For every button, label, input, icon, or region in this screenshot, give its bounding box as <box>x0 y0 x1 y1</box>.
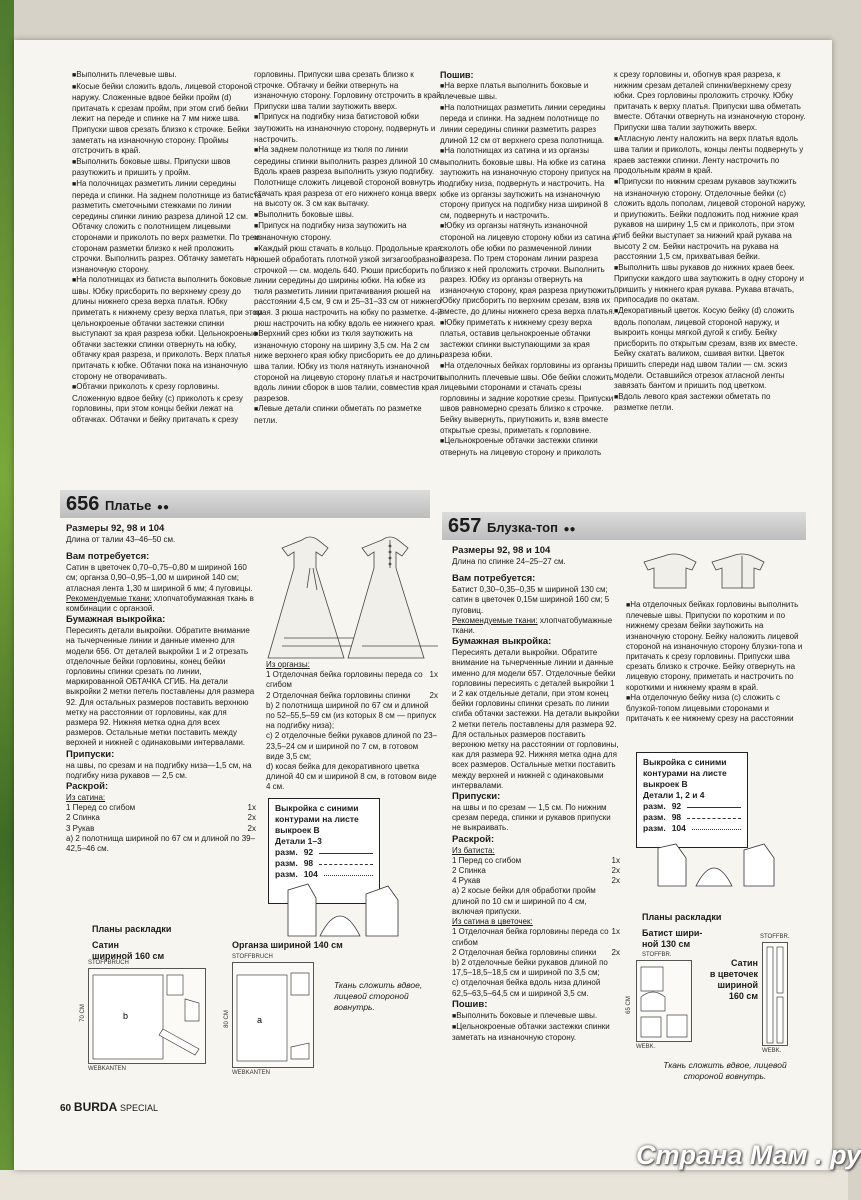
instruction-paragraph: ■ Выполнить плечевые швы. <box>72 70 264 82</box>
model-657-title: 657 Блузка-топ ●● <box>448 514 576 537</box>
svg-text:a: a <box>257 1015 263 1025</box>
satin-657-layout <box>762 942 788 1046</box>
satin-label: Сатин шириной 160 см <box>92 940 165 961</box>
cut-item-qty: 1x <box>247 803 256 813</box>
cut-list-row <box>66 824 256 834</box>
cut-list-row <box>266 691 438 701</box>
instruction-paragraph: ■ На заднем полотнище из тюля по линии середины спинки выполнить разрез длиной 10 см. Вдоль краев разреза выполнить узкую подгибку. Полотнище сложить лицевой стороной вовнутрь и стачать края разреза от его нижнего конца вверх на высоту ок. 3 см как вытачку. <box>254 145 444 210</box>
instruction-paragraph: ■ Каждый рюш стачать в кольцо. Продольные края рюшей обработать плотной узкой зигзагообразной строчкой — см. модель 640. Рюши присборить по линии середины до ширины юбки. На юбке из тюля разметить линии притачивания рюшей на расстоянии 4,5 см, 9 см и 25–31–33 см от нижнего края. 3 рюша настрочить на юбку по разметке. 4-й рюш настрочить на юбку вдоль ее нижнего края. <box>254 244 444 330</box>
batiste-fold-label: STOFFBR. <box>642 952 672 958</box>
instruction-paragraph: ■ Выполнить боковые швы. Припуски швов разутюжить и пришить у пройм. <box>72 157 264 179</box>
cut-list-row <box>66 813 256 823</box>
instructions-column-4 <box>614 70 806 500</box>
instructions-column-1 <box>72 70 264 480</box>
brand-name: BURDA <box>73 1100 118 1114</box>
cut-item-name: 1 Отделочная бейка горловины переда со сгибом <box>266 670 423 690</box>
model-656-pattern-box: Выкройка с синими контурами на листе выкроек В Детали 1–3 разм. 92 разм. 98 разм. 104 <box>268 798 380 904</box>
brand-special: SPECIAL <box>120 1103 159 1113</box>
model-657-instructions <box>626 600 806 750</box>
instruction-paragraph: ■ Атласную ленту наложить на верх платья вдоль шва талии и приколоть, концы ленты подвернуть у краев застежки спинки. Ленту настрочить по продольным краям в край. <box>614 134 806 177</box>
organza-fold-label: STOFFBRUCH <box>232 954 273 960</box>
instruction-paragraph: ■ Припуск на подгибку низа заутюжить на изнаночную сторону. <box>254 221 444 243</box>
instruction-paragraph: ■ Выполнить швы рукавов до нижних краев беек. Припуски каждого шва заутюжить в одну сторону и пришить у нижнего края рукава. Рукава втачать, припосадив по окатам. <box>614 263 806 306</box>
model-656-organza: Из органзы: 1 Отделочная бейка горловины переда со сгибом 1x 2 Отделочная бейка горловины спинки 2x b) 2 полотнища шириной по 67 см и длиной по 52–55,5–59 см (из которых 8 см — припуск на подгибку низа); с) 2 отделочные бейки рукавов длиной по 23–23,5–24 см и шириной по 7 см, в готовом виде 3,5 см; d) косая бейка для декоративного цветка длиной 40 см и шириной 8 см, в готовом виде 4 см. <box>266 660 438 792</box>
satin-657-selvage-label: WEBK. <box>762 1048 782 1054</box>
cut-list-row <box>66 803 256 813</box>
model-657-pattern-pieces <box>652 840 802 890</box>
cut-item-name: 4 Рукав <box>452 876 481 886</box>
blouse-657-sketch <box>650 550 780 596</box>
instruction-paragraph: к срезу горловины и, обогнув края разреза, к нижним срезам деталей спинки/верхнему срезу юбки. Срез горловины проложить строчку. Юбку притачать к верху платья. Припуски шва обметать вместе. Обтачки отвернуть на изнаночную сторону. Припуски шва талии заутюжить вверх. <box>614 70 806 132</box>
instruction-paragraph: ■ Обтачки приколоть к срезу горловины. Сложенную вдвое бейку (с) приколоть к срезу горловины, при этом концы бейки лежат на обтачках. Обтачки и бейку притачать к срезу <box>72 382 264 425</box>
dress-656-sketch <box>262 528 442 656</box>
instruction-paragraph: ■ Верхний срез юбки из тюля заутюжить на изнаночную сторону на ширину 3,5 см. На 2 см ниже верхнего края юбку присборить ее до длины шва талии. Юбку из тюля натянуть изнаночной стороной на лицевую сторону платья и настрочить вдоль линии сборок в шов талии, совместив края разрезов. <box>254 329 444 404</box>
instruction-paragraph: ■ На отделочных бейках горловины выполнить плечевые швы. Припуски по коротким и по нижнему срезам бейки заутюжить на изнаночную сторону. Бейку наложить лицевой стороной на изнаночную сторону блузки-топа и притачать к срезу горловины. Припуски шва срезать близко к строчке. Бейку отвернуть на лицевую сторону, приметать и настрочить по короткими и нижнему краям в край. <box>626 600 806 693</box>
cut-item-qty: 1x <box>611 855 620 865</box>
background-bottom <box>0 1170 848 1200</box>
satin-width-label: 70 CM <box>79 1004 86 1022</box>
cut-item-qty: 2x <box>429 690 438 700</box>
cut-item-name: 2 Спинка <box>66 813 100 823</box>
cut-item-name: 1 Перед со сгибом <box>66 803 136 813</box>
model-657-plans-title: Планы раскладки <box>642 912 722 922</box>
organza-layout <box>232 962 314 1068</box>
model-656-fold-note: Ткань сложить вдвое, лицевой стороной вовнутрь. <box>334 980 423 1012</box>
model-656-header <box>60 490 430 518</box>
cut-list-row <box>452 927 620 947</box>
organza-selvage-label: WEBKANTEN <box>232 1070 271 1076</box>
cut-item-name: 3 Рукав <box>66 823 95 833</box>
instruction-paragraph: ■ Выполнить боковые швы. <box>254 210 444 222</box>
instruction-paragraph: ■ Юбку из органзы натянуть изнаночной стороной на лицевую сторону юбки из сатина и сколоть обе юбки по размеченной линии разреза. По трем сторонам линии разреза близко к ней проложить строчки. Выполнить разрез. Юбку из органзы отвернуть на изнаночную сторону, края разреза приутюжить. Юбку присборить по верхним срезам, взяв их вместе, до длины нижнего среза верха платья. <box>440 221 620 317</box>
cut-item-name: 1 Перед со сгибом <box>452 855 522 865</box>
cut-list-row <box>452 876 620 886</box>
satin-layout <box>88 968 206 1064</box>
instruction-paragraph: ■ Цельнокроеные обтачки застежки спинки отвернуть на лицевую сторону и приколоть <box>440 436 620 458</box>
cut-item-qty: 1x <box>611 927 620 937</box>
cut-list-row <box>452 866 620 876</box>
instruction-paragraph: ■ Юбку приметать к нижнему срезу верха платья, оставив цельнокроеные обтачки застежки спинки выступающими за края разреза юбки. <box>440 318 620 361</box>
cut-list-row <box>452 856 620 866</box>
model-657-details: Размеры 92, 98 и 104 Длина по спинке 24–25–27 см. Вам потребуется: Батист 0,30–0,35–0,35 м шириной 130 см; сатин в цветочек 0,15м шириной 160 см; 5 пуговиц. Рекомендуемые ткани: хлопчатобумажные ткани. Бумажная выкройка: Пересиять детали выкройки. Обратите внимание на тычерченные линии и данные именно для модели 657. Отделочные бейки горловины пересиять с деталей выкройки 1 и 2 как отдельные детали, при этом конец бейки горловины спинки срезать по линии сгиба обтачки застежки. На детали выкройки 2 метки петель поставлены для размера 92. Для остальных размеров поставить верхнюю метку на расстоянии от горловины, как для размера 92. Нижняя метка одна для всех размеров. Остальные метки поставить между верхней и нижней с одинаковыми интервалами. Припуски: на швы и по срезам — 1,5 см. По нижним срезам переда, спинки и рукавов припуски не выкраивать. Раскрой: Из батиста: 1 Перед со сгибом 1x 2 Спинка 2x 4 Рукав 2x а) 2 косые бейки для обработки пройм длиной по 10 см и шириной по 4 см, включая припуски. Из сатина в цветочек: 1 Отделочная бейка горловины переда со сгибом 1x 2 Отделочная бейка горловины спинки 2x b) 2 отделочные бейки рукавов длиной по 17,5–18,5–18,5 см и шириной по 3,5 см; с) отделочная бейка вдоль низа длиной 62,5–63,5–64,5 см и шириной 3,5 см. Пошив: ■ Выполнить боковые и плечевые швы. ■ Цельнокроеные обтачки застежки спинки заметать на изнаночную сторону. <box>452 545 620 1045</box>
satin-selvage-label: WEBKANTEN <box>88 1066 127 1072</box>
cut-item-name: 2 Отделочная бейка горловины спинки <box>266 690 411 700</box>
cut-item-qty: 2x <box>611 947 620 957</box>
cut-item-name: 1 Отделочная бейка горловины переда со сгибом <box>452 927 609 947</box>
instruction-paragraph: горловины. Припуски шва срезать близко к строчке. Обтачку и бейки отвернуть на изнаночную сторону. Горловину отстрочить в край. Припуски шва талии заутюжить вверх. <box>254 70 443 111</box>
instruction-paragraph: ■ На отделочную бейку низа (с) сложить с блузкой-топом лицевыми сторонами и притачать к ее нижнему срезу на расстоянии <box>626 693 806 725</box>
instruction-paragraph: ■ Выполнить боковые и плечевые швы. <box>452 1011 620 1022</box>
instruction-paragraph: ■ На полотнищах из сатина и из органзы выполнить боковые швы. На юбке из сатина заутюжить на изнаночную сторону припуск на подгибку низа, подвернуть и настрочить. На юбке из органзы заутюжить на изнаночную сторону припуск на подгибку низа шириной 8 см, подвернуть и настрочить. <box>440 146 620 221</box>
model-656-pattern-pieces <box>284 880 434 938</box>
organza-width-label: 80 CM <box>223 1010 230 1028</box>
background-strip <box>0 0 14 1200</box>
model-657-header <box>442 512 806 540</box>
instruction-paragraph: ■ На верхе платья выполнить боковые и плечевые швы. <box>440 81 620 103</box>
batiste-selvage-label: WEBK. <box>636 1044 656 1050</box>
svg-text:b: b <box>123 1011 129 1021</box>
page-number: 60 <box>60 1103 72 1114</box>
model-656-details: Размеры 92, 98 и 104 Длина от талии 43–46–50 см. Вам потребуется: Сатин в цветочек 0,70–0,75–0,80 м шириной 160 см; органза 0,90–0,95–1,00 м шириной 140 см; атласная лента 1,30 м шириной 6 мм; 4 пуговицы. Рекомендуемые ткани: хлопчатобумажная ткань в комбинации с органзой. Бумажная выкройка: Пересиять детали выкройки. Обратите внимание на тычерченные линии и данные именно для модели 656. От деталей выкройки 1 и 2 отрезать отделочные бейки горловины, конец бейки горловины спинки срезать по линии, маркированной ОБТАЧКА СГИБ. На детали выкройки 2 метки петель поставлены для размера 92. Для остальных размеров поставить верхнюю метку на расстоянии от горловины, как для размера 92. Нижняя метка одна для всех размеров. Остальные метки поставить между верхней и нижней с одинаковыми интервалами. Припуски: на швы, по срезам и на подгибку низа—1,5 см, на подгибку низа рукавов — 2,5 см. Раскрой: Из сатина: 1 Перед со сгибом 1x 2 Спинка 2x 3 Рукав 2x а) 2 полотнища шириной по 67 см и длиной по 39–42,5–46 см. <box>66 523 256 854</box>
satin-fold-label: STOFFBRUCH <box>88 960 129 966</box>
instruction-paragraph: ■ Припуск на подгибку низа батистовой юбки заутюжить на изнаночную сторону, подвернуть и настрочить. <box>254 112 444 145</box>
site-watermark: Страна Мам . ру <box>636 1140 861 1170</box>
satin-657-fold-label: STOFFBR. <box>760 934 790 940</box>
model-656-plans-title: Планы раскладки <box>92 924 172 934</box>
cut-item-qty: 2x <box>611 866 620 876</box>
instructions-column-3 <box>440 70 620 500</box>
cut-item-qty: 1x <box>429 670 438 680</box>
model-657-pattern-box: Выкройка с синими контурами на листе выкроек В Детали 1, 2 и 4 разм. 92 разм. 98 разм. 104 <box>636 752 748 848</box>
instruction-paragraph: ■ На полотнищах разметить линии середины переда и спинки. На заднем полотнище по линии середины спинки разметить разрез длиной 12 см от верхнего среза полотнища. <box>440 103 620 146</box>
cut-item-qty: 2x <box>247 823 256 833</box>
instruction-paragraph: ■ На отделочных бейках горловины из органзы выполнить плечевые швы. Обе бейки сложить лицевыми сторонами и стачать срезы горловины и задние короткие срезы. Припуски швов равномерно срезать близко к строчке. Бейку вывернуть, приутюжить и, взяв вместе открытые срезы, приметать к горловине. <box>440 361 620 436</box>
instruction-paragraph: ■ Цельнокроеные обтачки застежки спинки заметать на изнаночную сторону. <box>452 1022 620 1043</box>
batiste-width-label: 65 CM <box>625 996 632 1014</box>
instruction-paragraph: ■ Припуски по нижним срезам рукавов заутюжить на изнаночную сторону. Отделочные бейки (с) сложить вдоль пополам, лицевой стороной наружу, и приутюжить. Бейки подложить под нижние края рукавов на ширину 1,5 см и приколоть, при этом сгиб бейки выступает за нижний край рукава на высоту 2 см. Бейки настрочить на рукава на расстоянии 1,5 см, прихватывая бейки. <box>614 177 806 263</box>
model-656-title: 656 Платье ●● <box>66 492 170 515</box>
organza-label: Органза шириной 140 см <box>232 940 343 950</box>
cut-item-qty: 2x <box>611 876 620 886</box>
page-footer <box>60 1100 158 1114</box>
instruction-paragraph: ■ Вдоль левого края застежки обметать по разметке петли. <box>614 392 806 414</box>
model-657-fold-note: Ткань сложить вдвое, лицевой стороной вовнутрь. <box>663 1060 787 1081</box>
batiste-layout <box>636 960 692 1042</box>
instruction-paragraph: ■ Косые бейки сложить вдоль, лицевой стороной наружу. Сложенные вдвое бейки пройм (d) притачать к срезам пройм, при этом сгиб бейки лежит на переде и спинке на 7 мм ниже шва. Припуски швов срезать близко к строчке. Бейки заметать на изнаночную сторону. Проймы отстрочить в край. <box>72 82 264 157</box>
satin-657-label: Сатин в цветочек шириной 160 см <box>709 958 758 1001</box>
batiste-label: Батист шири- ной 130 см <box>642 928 703 949</box>
instruction-paragraph: ■ На полочницах разметить линии середины переда и спинки. На заднем полотнище из батиста разметить сметочными стежками по линии середины спинки линию разреза длиной 12 см. Обтачку сложить с полотнищем лицевыми сторонами и приколоть по верх разметки. По трем сторонам разметки близко к ней проложить строчки. Выполнить разрез. Обтачку заметать на изнаночную сторону. <box>72 179 264 275</box>
instruction-paragraph: ■ На полотнищах из батиста выполнить боковые швы. Юбку присборить по верхнему срезу до длины нижнего среза верха платья. Юбку приметать к нижнему срезу верха платья, при этом цельнокроеные обтачки застежки спинки выступают за края разреза юбки. Цельнокроеные обтачки застежки спинки отвернуть на юбку, обтачку края разреза, и приколоть. Верх платья притачать к юбке. Обтачки пока на изнаночную сторону не отворачивать. <box>72 275 264 382</box>
cut-item-qty: 2x <box>247 813 256 823</box>
cut-list-row <box>266 670 438 690</box>
instruction-paragraph: ■ Левые детали спинки обметать по разметке петли. <box>254 404 444 426</box>
instructions-column-2 <box>254 70 444 480</box>
cut-list-row <box>452 948 620 958</box>
cut-item-name: 2 Спинка <box>452 866 486 876</box>
cut-item-name: 2 Отделочная бейка горловины спинки <box>452 947 597 957</box>
instruction-paragraph: ■ Декоративный цветок. Косую бейку (d) сложить вдоль пополам, лицевой стороной наружу, и выкроить концы мягкой дугой к сгибу. Бейку присборить по открытым срезам, взяв их вместе. Бейку скатать валиком, сшивая витки. Цветок пришить спереди над швом талии — см. эскиз модели. Оставшийся отрезок атласной ленты завязать бантом и пришить под цветком. <box>614 306 806 392</box>
section-heading: Пошив: <box>440 70 474 80</box>
